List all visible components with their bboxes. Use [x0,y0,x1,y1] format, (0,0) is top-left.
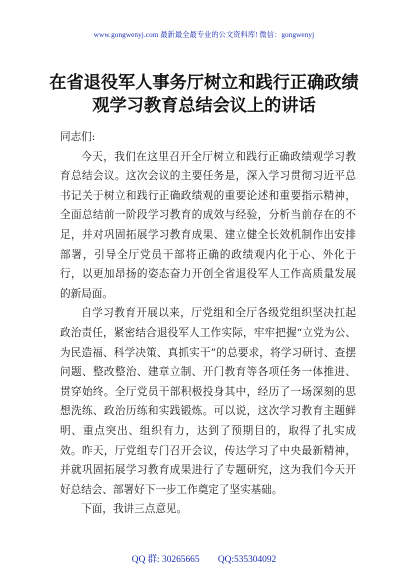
qq-group-text: QQ 群: 30265665 [131,555,200,565]
paragraph: 自学习教育开展以来，厅党组和全厅各级党组织坚决扛起政治责任，紧密结合退役军人工作实际，牢牢把握“立党为公、为民造福、科学决策、真抓实干”的总要求，将学习研讨、查摆问题、整改整治、建章立制、开门教育等各项任务一体推进、贯穿始终。全厅党员干部积极投身其中，经历了一场深刻的思想洗练、政治历练和实践锻炼。可以说，这次学习教育主题鲜明、重点突出、组织有力，达到了预期目的，取得了扎实成效。昨天，厅党组专门召开会议，传达学习了中央最新精神，并就巩固拓展学习教育成果进行了专题研究，这为我们今天开好总结会、部署好下一步工作奠定了坚实基础。 [60,307,356,496]
salutation: 同志们: [60,131,96,143]
paragraph: 今天，我们在这里召开全厅树立和践行正确政绩观学习教育总结会议。这次会议的主要任务是，深入学习贯彻习近平总书记关于树立和践行正确政绩观的重要论述和重要指示精神，全面总结前一阶段学习教育的成效与经验，分析当前存在的不足，并对巩固拓展学习教育成果、建立健全长效机制作出安排部署，引导全厅党员干部将正确的政绩观内化于心、外化于行，以更加昂扬的姿态奋力开创全省退役军人工作高质量发展的新局面。 [60,150,356,300]
document-title [28,72,380,118]
contact-footer [0,551,408,565]
site-header-banner: www.gongwenyj.com 最新最全最专业的公文资料库! 微信：gongwenyj [93,31,315,39]
paragraph: 下面，我讲三点意见。 [81,503,188,516]
title-line-2: 观学习教育总结会议上的讲话 [92,96,316,116]
qq-text: QQ:535304092 [217,555,277,565]
document-body [60,128,356,520]
title-line-1: 在省退役军人事务厅树立和践行正确政绩 [49,73,359,93]
